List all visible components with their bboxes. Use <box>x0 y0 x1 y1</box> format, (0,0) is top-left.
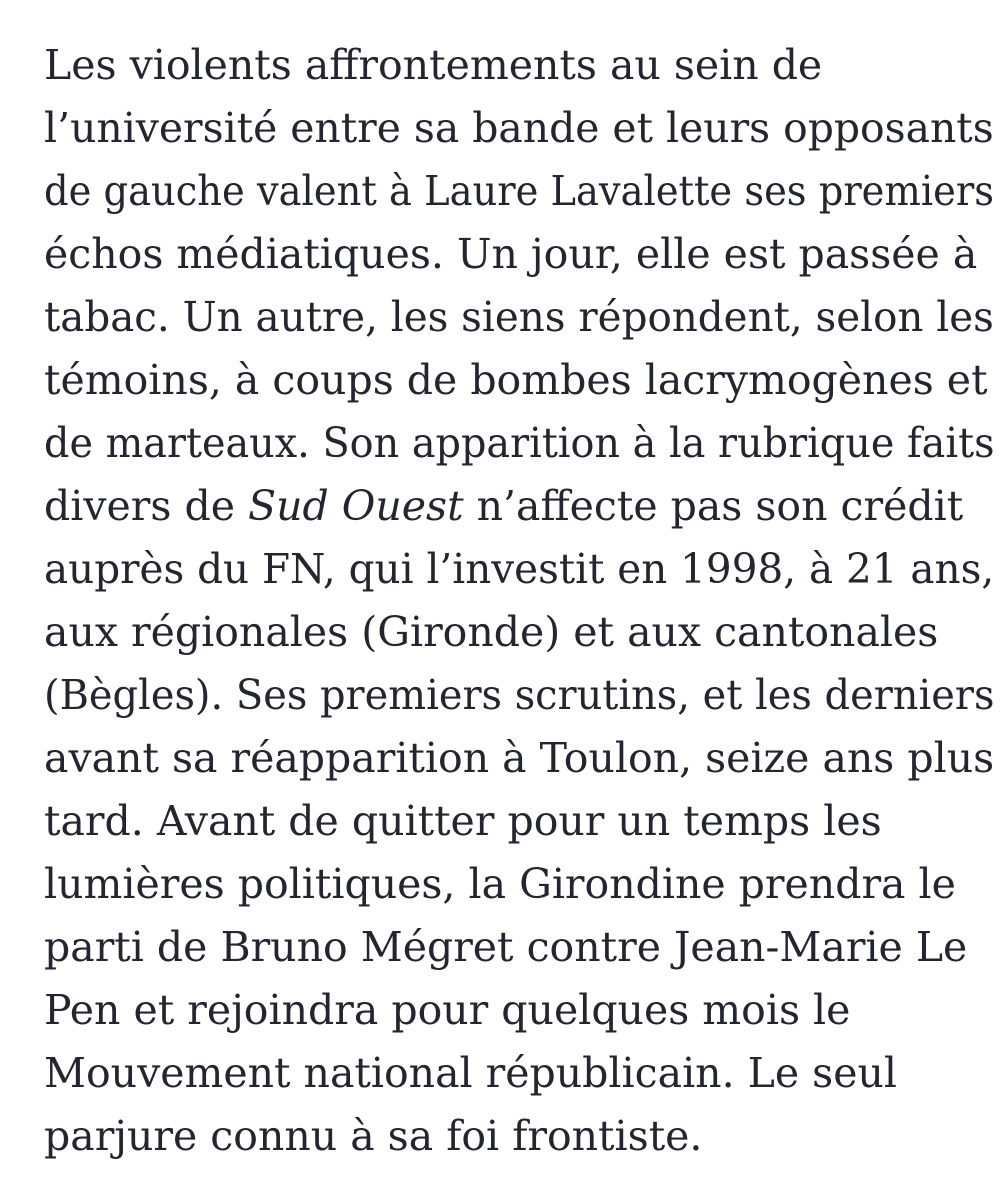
text-line: de gauche valent à Laure Lavalette ses premiers <box>44 167 994 215</box>
text-line: lumières politiques, la Girondine prendra le <box>44 860 956 908</box>
text-line: auprès du FN, qui l’investit en 1998, à 21 ans, <box>44 545 995 593</box>
text-line: parjure connu à sa foi frontiste. <box>44 1112 703 1160</box>
text-line: Les violents affrontements au sein de <box>44 41 823 89</box>
text-line: avant sa réapparition à Toulon, seize ans plus <box>44 734 995 782</box>
text-line: Mouvement national républicain. Le seul <box>44 1049 897 1097</box>
article-paragraph <box>44 34 994 1168</box>
text-line: parti de Bruno Mégret contre Jean-Marie Le <box>44 923 968 971</box>
text-line: témoins, à coups de bombes lacrymogènes et <box>44 356 988 404</box>
text-line: aux régionales (Gironde) et aux cantonales <box>44 608 939 656</box>
text-line: divers de Sud Ouest n’affecte pas son crédit <box>44 482 964 530</box>
newspaper-title: Sud Ouest <box>248 482 464 530</box>
text-line: de marteaux. Son apparition à la rubrique faits <box>44 419 995 467</box>
text-line: tabac. Un autre, les siens répondent, selon les <box>44 293 994 341</box>
text-line: l’université entre sa bande et leurs opposants <box>44 104 994 152</box>
text-line: Pen et rejoindra pour quelques mois le <box>44 986 851 1034</box>
text-line: (Bègles). Ses premiers scrutins, et les derniers <box>44 671 995 719</box>
text-line: tard. Avant de quitter pour un temps les <box>44 797 882 845</box>
text-line: échos médiatiques. Un jour, elle est passée à <box>44 230 978 278</box>
